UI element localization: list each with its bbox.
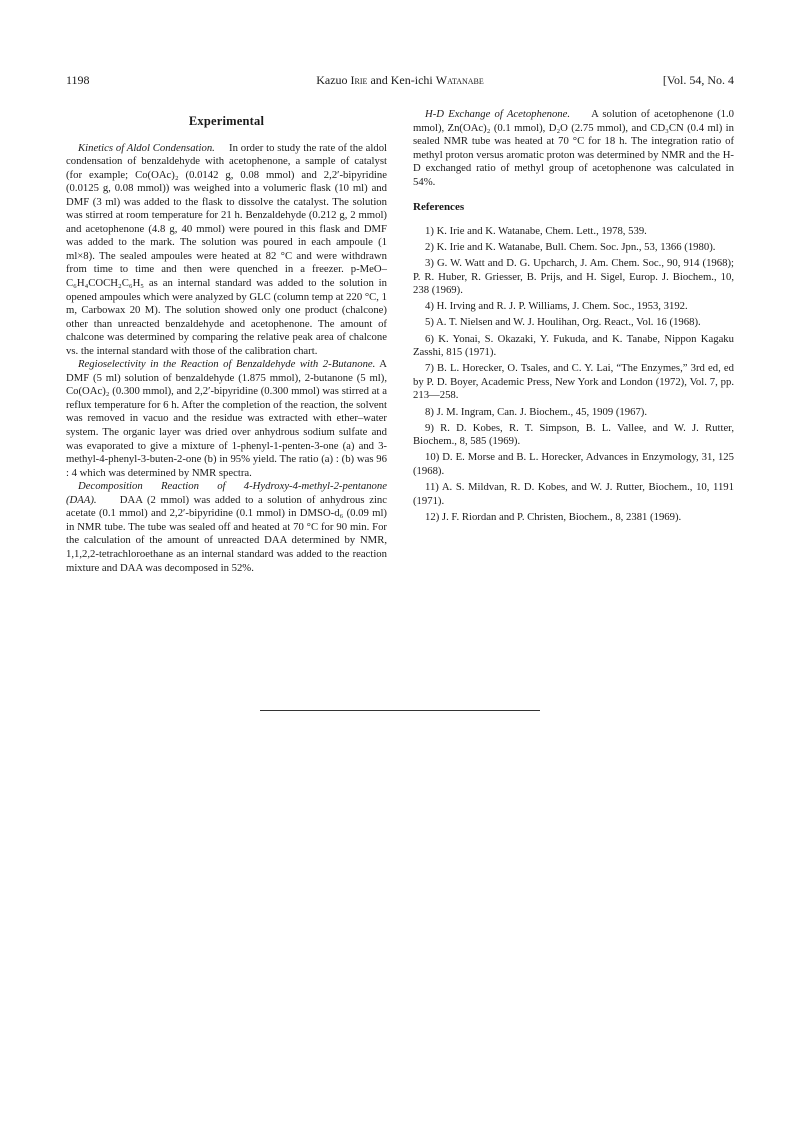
reference-item: 12) J. F. Riordan and P. Christen, Biochem., 8, 2381 (1969).: [425, 510, 682, 523]
paragraph-hd-exchange: H-D Exchange of Acetophenone. A solution of acetophenone (1.0 mmol), Zn(OAc)₂ (0.1 mmol), D₂O (2.75 mmol), and CD₃CN (0.4 ml) in sealed NMR tube was heated at 70 °C for 18 h. The integration ratio of methyl proton versus aromatic proton was determined by NMR and the H-D exchanged ratio of methyl group of acetophenone was calculated in 54%.: [413, 108, 734, 188]
reference-item: 5) A. T. Nielsen and W. J. Houlihan, Org. React., Vol. 16 (1968).: [425, 316, 701, 329]
paragraph-aldol-kinetics: Kinetics of Aldol Condensation. In order to study the rate of the aldol condensation of benzaldehyde with acetophenone, a sample of catalyst (for example; Co(OAc)₂ (0.0142 g, 0.08 mmol) and 2,2′-bipyridine (0.0125 g, 0.08 mmol)) was weighed into a volumeric flask (10 ml) and DMF (3 ml) was added to the flask to dissolve the catalyst. The solution was stirred at room temperature for 21 h. Benzaldehyde (0.212 g, 2 mmol) and acetophenone (4.8 g, 40 mmol) were poured in this flask and DMF was added to the mark. The solution was poured in each ampoule (1 ml×8). The sealed ampoules were heated at 82 °C and were withdrawn from time to time and then were quenched in a freezer. p-MeO–C₆H₄COCH₂C₆H₅ as an internal standard was added to the solution in opened ampoules which were analyzed by GLC (column temp at 220 °C, 1 m, Carbowax 20 M). The solution showed only one product (chalcone) other than unreacted benzaldehyde and acetophenone. The amount of chalcone was determined by comparing the relative peak area of chalcone vs. the internal standard with those of the calibration chart.: [66, 141, 388, 357]
running-header: [66, 73, 734, 89]
paragraph-regioselectivity: Regioselectivity in the Reaction of Benzaldehyde with 2-Butanone. A DMF (5 ml) solution of benzaldehyde (1.875 mmol), 2-butanone (5 ml), Co(OAc)₂ (0.300 mmol), and 2,2′-bipyridine (0.300 mmol) was stirred at a reflux temperature for 6 h. After the completion of the reaction, the solvent was removed in vacuo and the residue was extracted with ether–water system. The organic layer was dried over anhydrous sodium sulfate and was evaporated to give a mixture of 1-phenyl-1-penten-3-one (a) and 3-methyl-4-phenyl-3-buten-2-one (b) in 95% yield. The ratio (a) : (b) was 96 : 4 which was determined by NMR spectra.: [66, 358, 387, 479]
running-head-authors: Kazuo Irie and Ken-ichi Watanabe: [316, 73, 484, 87]
reference-item: 4) H. Irving and R. J. P. Williams, J. Chem. Soc., 1953, 3192.: [425, 300, 688, 313]
reference-item: 6) K. Yonai, S. Okazaki, Y. Fukuda, and K. Tanabe, Nippon Kagaku Zasshi, 815 (1971).: [413, 332, 734, 359]
reference-item: 7) B. L. Horecker, O. Tsales, and C. Y. Lai, “The Enzymes,” 3rd ed, ed by P. D. Boyer, Academic Press, New York and London (1972), Vol. 7, pp. 213—258.: [413, 362, 734, 402]
reference-item: 11) A. S. Mildvan, R. D. Kobes, and W. J. Rutter, Biochem., 10, 1191 (1971).: [413, 481, 734, 507]
volume-issue: [Vol. 54, No. 4: [662, 73, 734, 87]
reference-item: 1) K. Irie and K. Watanabe, Chem. Lett., 1978, 539.: [425, 224, 647, 237]
reference-item: 8) J. M. Ingram, Can. J. Biochem., 45, 1909 (1967).: [425, 405, 648, 418]
references-heading: References: [413, 201, 465, 214]
right-column: [413, 108, 734, 527]
end-rule: [260, 710, 540, 711]
reference-item: 9) R. D. Kobes, R. T. Simpson, B. L. Vallee, and W. J. Rutter, Biochem., 8, 585 (1969).: [413, 421, 734, 448]
left-column: [66, 108, 387, 575]
page-number: 1198: [66, 73, 90, 87]
reference-item: 10) D. E. Morse and B. L. Horecker, Advances in Enzymology, 31, 125 (1968).: [413, 451, 734, 477]
reference-item: 3) G. W. Watt and D. G. Upcharch, J. Am. Chem. Soc., 90, 914 (1968); P. R. Huber, R. Griesser, B. Prijs, and H. Sigel, Europ. J. Biochem., 10, 238 (1969).: [413, 257, 734, 297]
experimental-heading: Experimental: [188, 114, 265, 128]
reference-item: 2) K. Irie and K. Watanabe, Bull. Chem. Soc. Jpn., 53, 1366 (1980).: [425, 240, 716, 253]
reference-list: [413, 225, 734, 524]
paragraph-daa-decomposition: Decomposition Reaction of 4-Hydroxy-4-methyl-2-pentanone (DAA). DAA (2 mmol) was added to a solution of anhydrous zinc acetate (0.1 mmol) and 2,2′-bipyridine (0.1 mmol) in DMSO-d₆ (0.09 ml) in NMR tube. The tube was sealed off and heated at 70 °C for 90 min. For the calculation of the amount of unreacted DAA determined by NMR, 1,1,2,2-tetrachloroethane as an internal standard was added to the reaction mixture and DAA was decomposed in 52%.: [66, 480, 387, 574]
